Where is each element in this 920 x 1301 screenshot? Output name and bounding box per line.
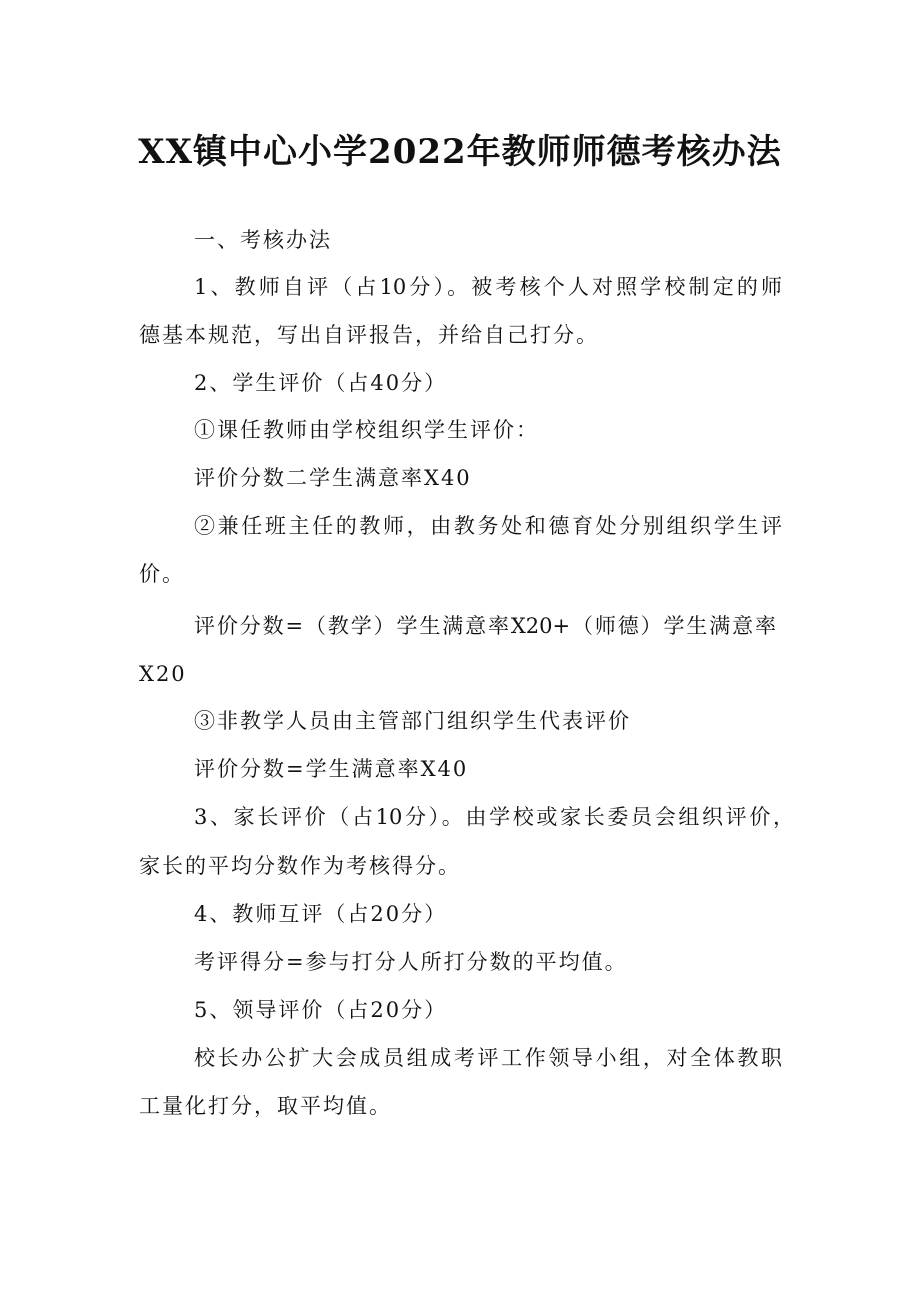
formula-line: 评价分数二学生满意率X40: [194, 466, 472, 490]
paragraph-line: 3、家长评价（占10分）。由学校或家长委员会组织评价，: [194, 805, 794, 829]
document-title: XX镇中心小学2022年教师师德考核办法: [138, 132, 782, 172]
formula-line: X20: [139, 662, 187, 686]
section-heading: 一、考核办法: [194, 228, 332, 252]
paragraph-line: 考评得分=参与打分人所打分数的平均值。: [194, 950, 628, 974]
paragraph-line: ①课任教师由学校组织学生评价：: [194, 418, 539, 442]
paragraph-line: 家长的平均分数作为考核得分。: [139, 854, 461, 878]
formula-line: 评价分数=学生满意率X40: [194, 757, 469, 781]
paragraph-line: 1、教师自评（占10分）。被考核个人对照学校制定的师: [194, 275, 782, 299]
item-heading: 4、教师互评（占20分）: [194, 902, 448, 926]
paragraph-line: 工量化打分，取平均值。: [139, 1094, 392, 1118]
formula-line: 评价分数=（教学）学生满意率X20+（师德）学生满意率: [194, 614, 776, 638]
paragraph-line: ③非教学人员由主管部门组织学生代表评价: [194, 709, 631, 733]
paragraph-line: 德基本规范，写出自评报告，并给自己打分。: [139, 323, 599, 347]
item-heading: 5、领导评价（占20分）: [194, 998, 448, 1022]
item-heading: 2、学生评价（占40分）: [194, 371, 448, 395]
paragraph-line: 校长办公扩大会成员组成考评工作领导小组，对全体教职: [194, 1046, 782, 1070]
paragraph-line: ②兼任班主任的教师，由教务处和德育处分别组织学生评: [194, 514, 782, 538]
paragraph-line: 价。: [139, 562, 185, 586]
